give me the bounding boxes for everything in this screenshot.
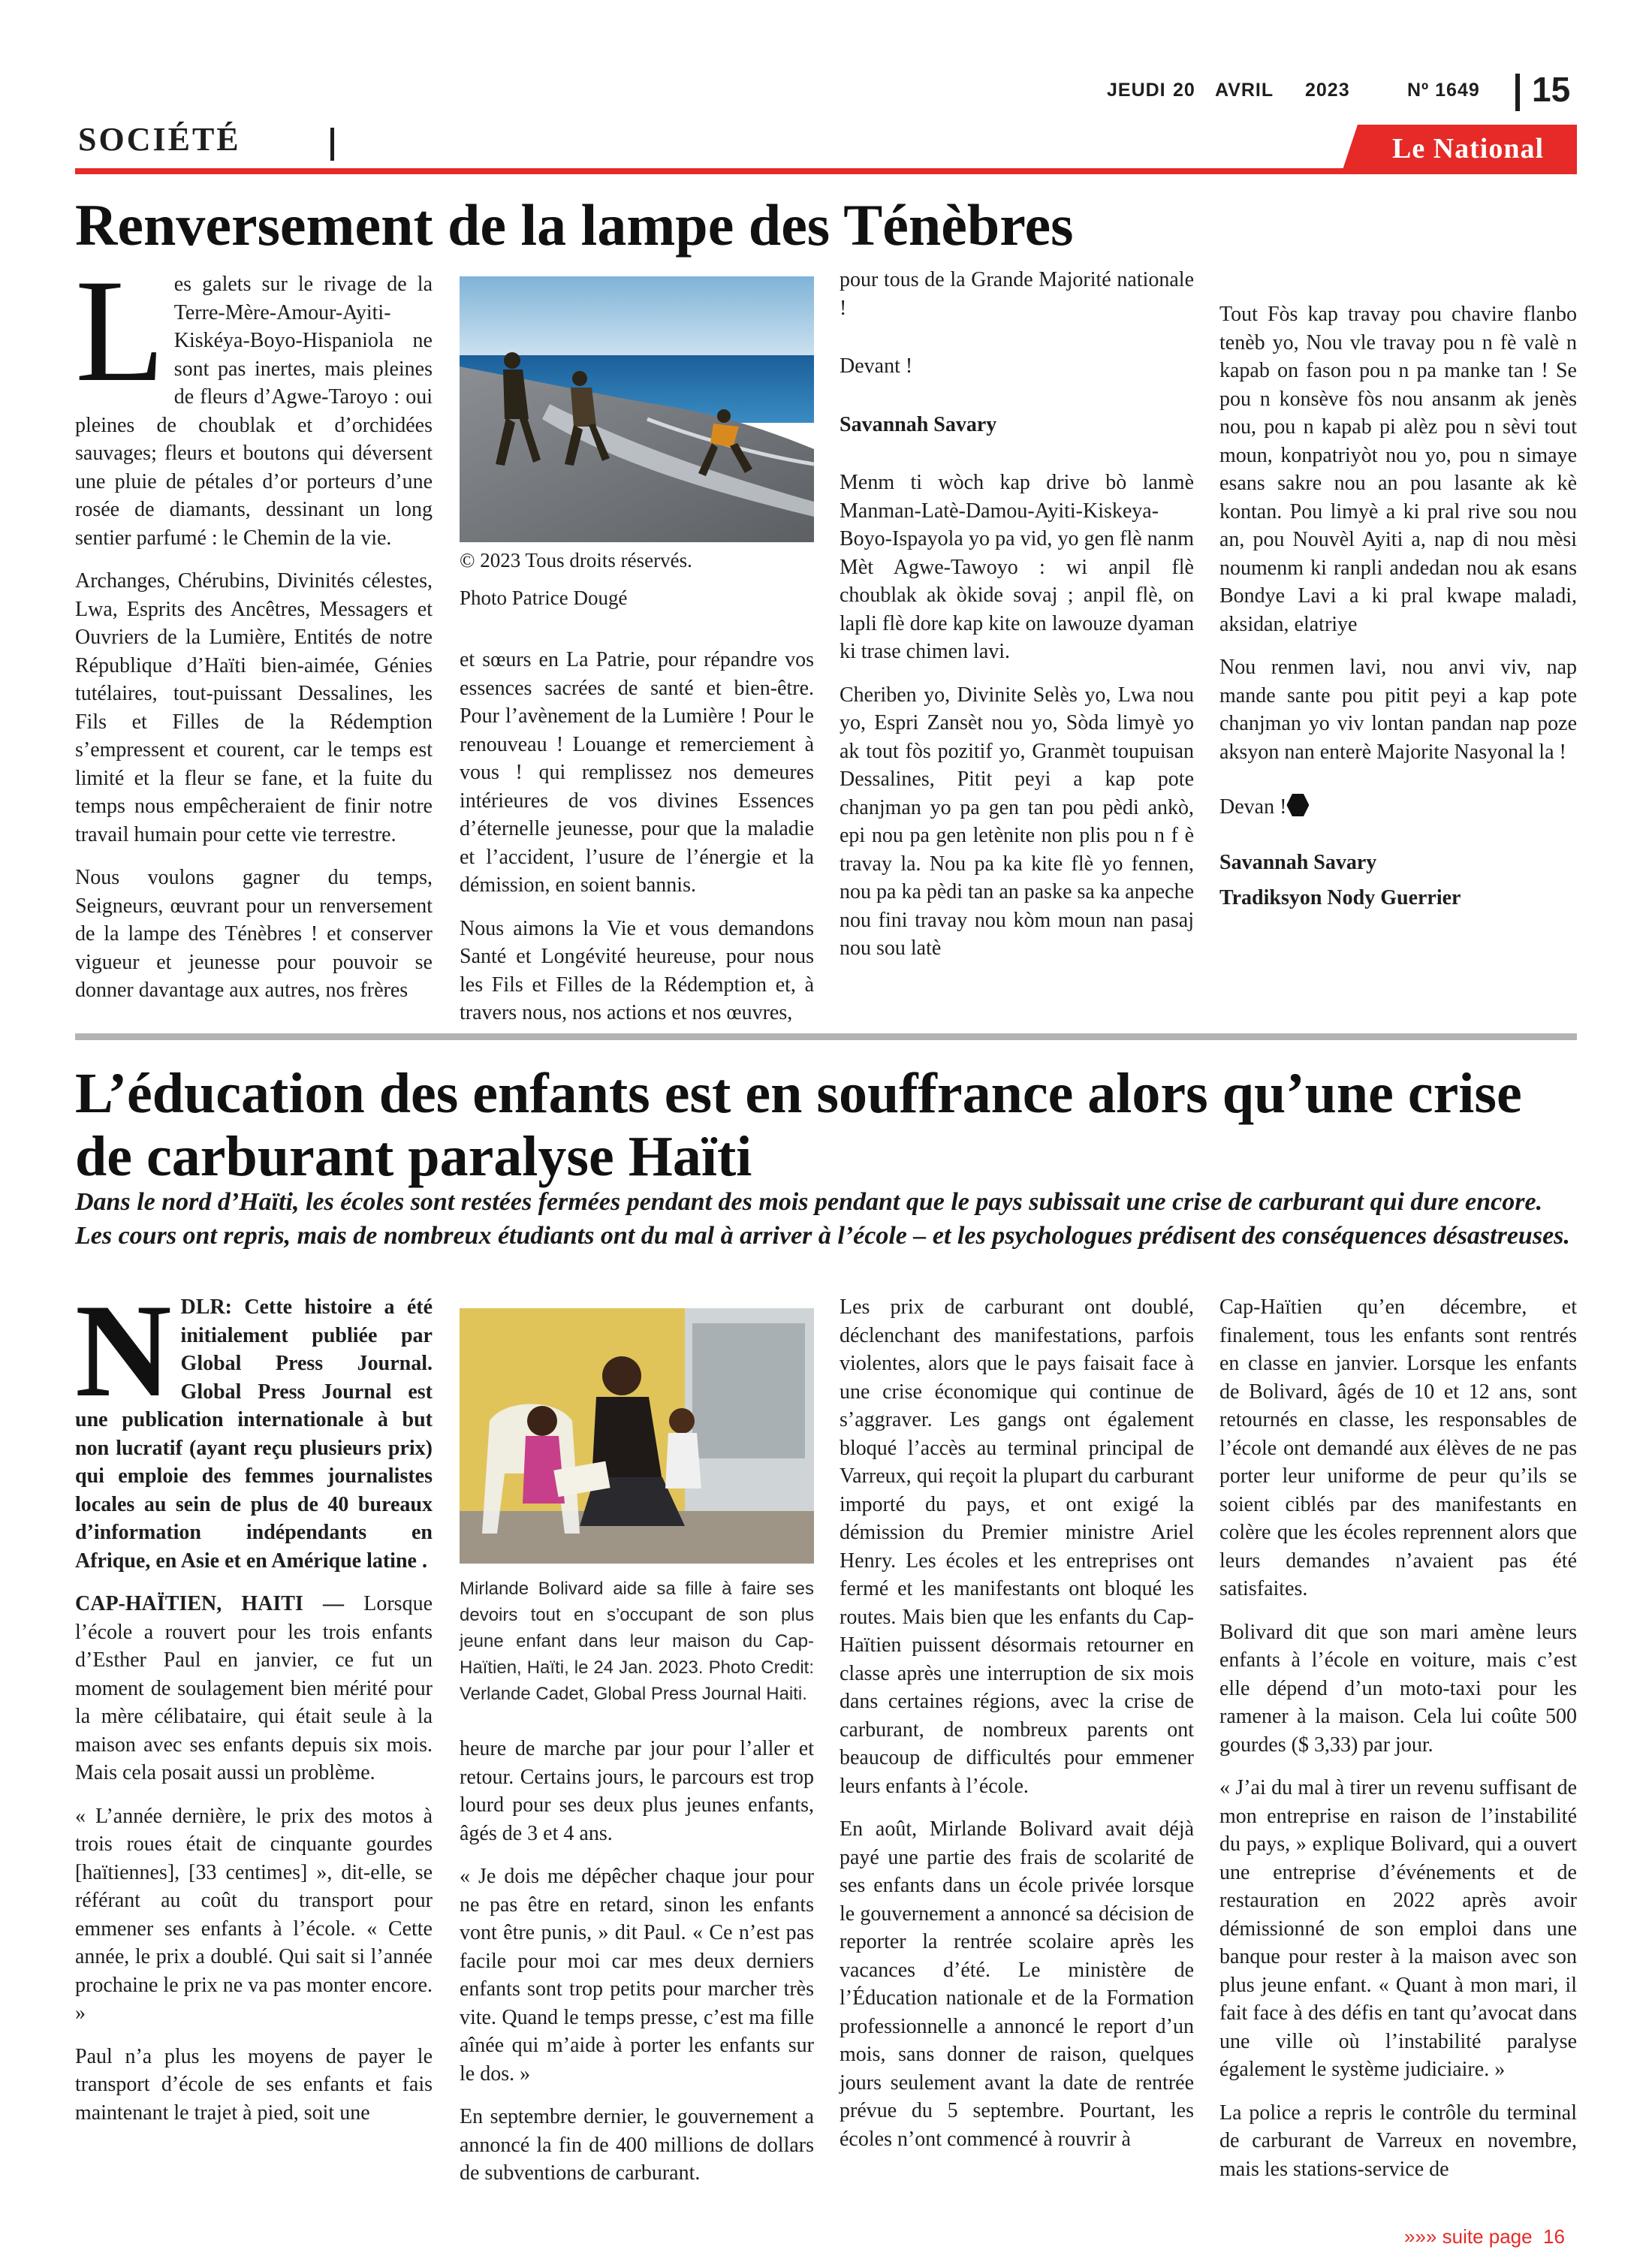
article2-paragraph: En septembre dernier, le gouvernement a annoncé la fin de 400 millions de dollars de subventions de carburant. — [460, 2105, 814, 2185]
family-photo-illustration — [460, 1308, 814, 1564]
article1-signature: Savannah Savary — [840, 412, 997, 436]
continued-on-page-link[interactable] — [1404, 2225, 1565, 2248]
article2-paragraph: En août, Mirlande Bolivard avait déjà payé une partie des frais de scolarité de ses enfants dans un école privée lorsque le gouvernement a annoncé sa décision de reporter la rentrée scolaire après les vacances d’été. Le ministère de l’Éducation nationale et de la Formation professionnelle a annoncé le report d’un mois, sans donner de raison, quelques jours seulement avant la date de rentrée prévue du 5 septembre. Pourtant, les écoles n’ont commencé à rouvrir à — [840, 1817, 1194, 2151]
article2-photo-family — [460, 1308, 814, 1564]
header-day: JEUDI — [1107, 80, 1166, 101]
article1-paragraph-creole: Tout Fòs kap travay pou chavire flanbo tenèb yo, Nou vle travay pou n fè valè n kapab on fason pou n pa manke tan ! Se pou n konsève fòs nou ansanm ak jenès nou, pou n kapab pi alèz pou n sèvi tout moun, konpatriyòt nou yo, pou n simaye esans sakre nou an pou lasante ak kè kontan. Pou limyè a ki pral rive sou nou an, pou Nouvèl Ayiti a, nap di nou mèsi noumenm ki ranpli andedan nou ak esans Bondye Lavi a ki pral kwape maladi, aksidan, elatriye — [1219, 303, 1577, 636]
article2-editor-note: DLR: Cette histoire a été initialement publiée par Global Press Journal. Global Press Journal est une publication internationale à but non lucratif (ayant reçu plusieurs prix) qui emploie des femmes journalistes locales au sein de plus de 40 bureaux d’information indépendants en Afrique, en Asie et en Amérique latine . — [75, 1295, 433, 1573]
article2-paragraph: « J’ai du mal à tirer un revenu suffisant de mon entreprise en raison de l’instabilité du pays, » explique Bolivard, qui a ouvert une entreprise d’événements et de restauration en 2022 après avoir démissionné de son emploi dans une banque pour rester à la maison avec son plus jeune enfant. « Quant à mon mari, il fait face à des défis en tant qu’avocat dans une ville où l’instabilité paralyse également le système judiciaire. » — [1219, 1776, 1577, 2081]
article2-paragraph: Paul n’a plus les moyens de payer le transport d’école de ses enfants et fais maintenant le trajet à pied, soit une — [75, 2044, 433, 2125]
continued-label: »»» suite page — [1404, 2225, 1533, 2248]
article2-column-3 — [840, 1293, 1194, 2168]
article1-dropcap: L — [75, 249, 165, 412]
article2-paragraph: Cap-Haïtien qu’en décembre, et finalement, tous les enfants sont rentrés en classe en janvier. Lorsque les enfants de Bolivard, âgés de 10 et 12 ans, sont retournés en classe, les responsables de l’école ont demandé aux élèves de ne pas porter leur uniforme de peur qu’ils se soient ciblés par des manifestants en colère que les écoles reprennent alors que leurs demandes n’avaient pas été satisfaites. — [1219, 1295, 1577, 1600]
article2-dateline: CAP-HAÏTIEN, HAITI — — [75, 1592, 345, 1615]
article1-devant: Devant ! — [840, 354, 913, 378]
header-issue: Nº 1649 — [1407, 80, 1480, 101]
section-bar — [330, 128, 334, 161]
article1-paragraph: Nous voulons gagner du temps, Seigneurs, œuvrant pour un renversement de la lampe des Ténèbres ! et conserver vigueur et jeunesse pour pouvoir se donner davantage aux autres, nos frères — [75, 866, 433, 1002]
article2-dropcap: N — [75, 1276, 172, 1425]
article1-devan: Devan ! — [1219, 795, 1287, 819]
article1-photo-credit: Photo Patrice Dougé — [460, 587, 628, 609]
article2-paragraph: Les prix de carburant ont doublé, déclenchant des manifestations, parfois violentes, alors que le pays faisait face à une crise économique qui continue de s’aggraver. Les gangs ont également bloqué l’accès au terminal principal de Varreux, qui reçoit la plupart du carburant importé du pays, et ont exigé la démission du Premier ministre Ariel Henry. Les écoles et les entreprises ont fermé et les manifestants ont bloqué les routes. Mais bien que les enfants du Cap-Haïtien puissent désormais retourner en classe après une interruption de six mois dans certaines régions, avec la crise de carburant, de nombreux parents ont beaucoup de difficultés pour emmener leurs enfants à l’école. — [840, 1295, 1194, 1798]
article2-paragraph: heure de marche par jour pour l’aller et retour. Certains jours, le parcours est trop lourd pour ses deux plus jeunes enfants, âgés de 3 et 4 ans. — [460, 1737, 814, 1845]
article1-paragraph-creole: Cheriben yo, Divinite Selès yo, Lwa nou yo, Espri Zansèt nou yo, Sòda limyè yo ak tout fòs pozitif yo, Granmèt toupuisan Dessalines, Pitit peyi a kap pote chanjman yo pa gen tan pou pèdi ankò, epi nou pa gen letènite non plis pou n f è travay la. Nou pa ka kite flè yo fennen, nou pa ka pèdi tan an paske sa ka anpeche nou fini travay nou kòm moun nan pasaj nou sou latè — [840, 683, 1194, 960]
article1-paragraph-creole: Nou renmen lavi, nou anvi viv, nap mande sante pou pitit peyi a kap pote chanjman yo viv lontan pandan nap poze aksyon nan enterè Majorite Nasyonal la ! — [1219, 656, 1577, 764]
article2-column-4 — [1219, 1293, 1577, 2198]
article1-column-3 — [840, 266, 1194, 978]
header-year: 2023 — [1305, 80, 1350, 101]
article2-paragraph: « L’année dernière, le prix des motos à trois roues était de cinquante gourdes [haïtiennes], [33 centimes] », dit-elle, se référant au coût du transport pour emmener ses enfants à l’école. « Cette année, le prix a doublé. Qui sait si l’année prochaine le prix ne va pas monter encore. » — [75, 1804, 433, 2025]
article1-photo-beach — [460, 276, 814, 542]
article2-photo-caption: Mirlande Bolivard aide sa fille à faire ses devoirs tout en s’occupant de son plus jeune enfant dans leur maison du Cap-Haïtien, Haïti, le 24 Jan. 2023. Photo Credit: Verlande Cadet, Global Press Journal Haiti. — [460, 1579, 814, 1704]
article1-paragraph: Nous aimons la Vie et vous demandons Santé et Longévité heureuse, pour nous les Fils et Filles de la Rédemption et, à travers nous, nos actions et nos œuvres, — [460, 916, 814, 1024]
page-number: 15 — [1532, 70, 1571, 109]
article2-paragraph: La police a repris le contrôle du terminal de carburant de Varreux en novembre, mais les stations-service de — [1219, 2101, 1577, 2181]
article1-paragraph-creole: Menm ti wòch kap drive bò lanmè Manman-Latè-Damou-Ayiti-Kiskeya-Boyo-Ispayola yo pa vid, yo gen flè nanm Mèt Agwe-Tawoyo : wi anpil flè choublak ak òkide sovaj ; anpil flè, on lapli flè dore kap kite on lawouze dyaman ki trase chimen lavi. — [840, 471, 1194, 663]
article1-translation-credit: Tradiksyon Nody Guerrier — [1219, 886, 1461, 909]
article-divider — [75, 1033, 1577, 1040]
article2-title: L’éducation des enfants est en souffrance alors qu’une crise de carburant paralyse Haïti — [75, 1062, 1522, 1188]
header-month: AVRIL — [1215, 80, 1274, 101]
hexagon-icon — [1286, 794, 1309, 816]
article1-photo-caption: © 2023 Tous droits réservés. — [460, 549, 692, 572]
continued-page-number: 16 — [1543, 2225, 1565, 2248]
article1-signature-creole: Savannah Savary — [1219, 850, 1377, 874]
article2-paragraph: Lorsque l’école a rouvert pour les trois enfants d’Esther Paul en janvier, ce fut un moment de soulagement bien mérité pour la mère célibataire, qui était seule à la maison avec ses enfants depuis six mois. Mais cela posait aussi un problème. — [75, 1592, 433, 1784]
article1-column-1 — [75, 249, 433, 1020]
beach-photo-illustration — [460, 276, 814, 542]
article1-column-2 — [460, 646, 814, 1042]
section-title: SOCIÉTÉ — [78, 121, 241, 158]
article1-paragraph: et sœurs en La Patrie, pour répandre vos essences sacrées de santé et bien-être. Pour l’avènement de la Lumière ! Pour le renouveau ! Louange et remerciement à vous ! qui remplissez nos demeures intérieures de vos divines Essences d’éternelle jeunesse, pour que la maladie et l’accident, l’usure de l’énergie et la démission, en soient bannis. — [460, 648, 814, 897]
article1-paragraph: es galets sur le rivage de la Terre-Mère-Amour-Ayiti-Kiskéya-Boyo-Hispaniola ne sont pas inertes, mais pleines de fleurs d’Agwe-Taroyo : oui pleines de choublak et d’orchidées sauvages; fleurs et boutons qui déversent une pluie de pétales d’or porteurs d’une rosée de diamants, dessinant un long sentier parfumé : le Chemin de la vie. — [75, 273, 433, 550]
header-date: 20 — [1173, 80, 1195, 101]
article2-column-2 — [460, 1735, 814, 2203]
article2-column-1 — [75, 1276, 433, 2142]
brand-logo: Le National — [1391, 133, 1545, 164]
page-number-bar — [1515, 74, 1520, 111]
article2-lead: Dans le nord d’Haïti, les écoles sont restées fermées pendant des mois pendant que le pays subissait une crise de carburant qui dure encore. Les cours ont repris, mais de nombreux étudiants ont du mal à arriver à l’école – et les psychologues prédisent des conséquences désastreuses. — [75, 1188, 1570, 1250]
article2-paragraph: Bolivard dit que son mari amène leurs enfants à l’école en voiture, mais c’est elle dépend d’un moto-taxi pour les ramener à la maison. Cela lui coûte 500 gourdes ($ 3,33) par jour. — [1219, 1620, 1577, 1757]
article1-title: Renversement de la lampe des Ténèbres — [75, 192, 1074, 258]
article1-paragraph: pour tous de la Grande Majorité nationale ! — [840, 268, 1194, 320]
article1-column-4 — [1219, 300, 1577, 927]
article1-paragraph: Archanges, Chérubins, Divinités célestes, Lwa, Esprits des Ancêtres, Messagers et Ouvriers de la Lumière, Entités de notre République d’Haïti bien-aimée, Génies tutélaires, tout-puissant Dessalines, les Fils et Filles de la Rédemption s’empressent et courent, car le temps est limité et la fleur se fane, et la fuite du temps nous empêcheraient de finir notre travail humain pour cette vie terrestre. — [75, 569, 433, 846]
article2-paragraph: « Je dois me dépêcher chaque jour pour ne pas être en retard, sinon les enfants vont être punis, » dit Paul. « Ce n’est pas facile pour moi car mes deux derniers enfants sont trop petits pour marcher très vite. Quand le temps presse, c’est ma fille aînée qui m’aide à porter les enfants sur le dos. » — [460, 1865, 814, 2086]
